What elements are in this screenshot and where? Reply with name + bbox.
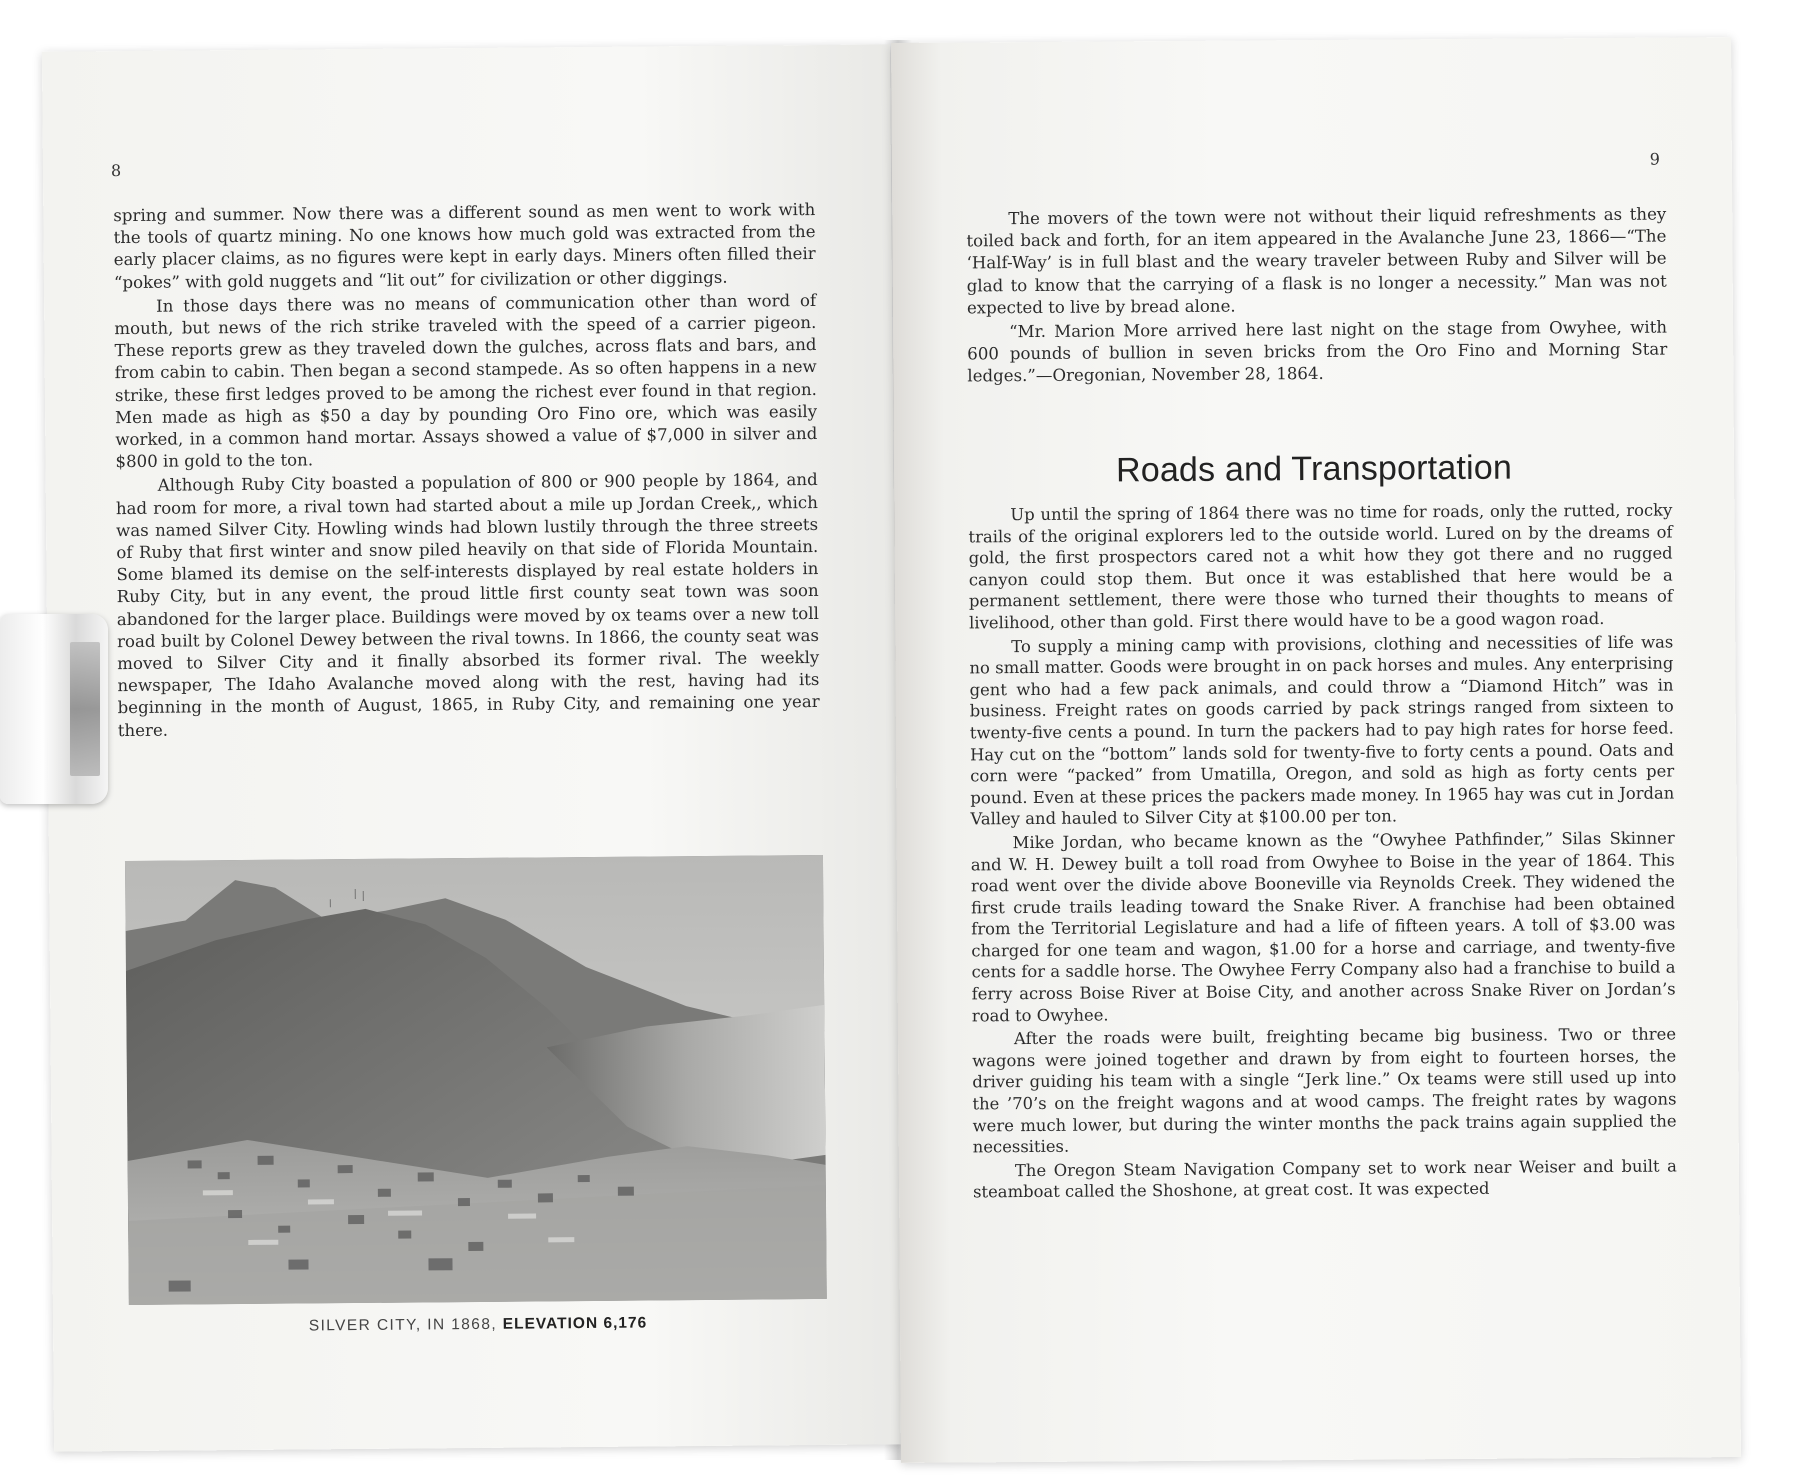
- paragraph: Mike Jordan, who became known as the “Owyhee Pathfinder,” Silas Skinner and W. H. Dewey built a toll road from Owyhee to Boise in the year of 1864. This road went over the divide above Booneville via Reynolds Creek. They widened the first crude trails leading toward the Snake River. A franchise had been obtained from the Territorial Legislature and had a life of fifteen years. A toll of $3.00 was charged for one team and wagon, $1.00 for a horse and carriage, and twenty-five cents for a saddle horse. The Owyhee Ferry Company also had a franchise to build a ferry across Boise River at Boise City, and another across Snake River on Jordan’s road to Owyhee.: [970, 828, 1676, 1026]
- right-page-section-body: [968, 500, 1677, 1206]
- caption-light-text: SILVER CITY, IN 1868,: [308, 1315, 498, 1335]
- photo-caption: [129, 1313, 827, 1337]
- page-number-left: 8: [110, 161, 122, 181]
- page-clip: [0, 614, 108, 804]
- paragraph: After the roads were built, freighting became big business. Two or three wagons were joined together and drawn by from eight to fourteen horses, the driver guiding his team with a single “Jerk line.” Ox teams were still used up into the ’70’s on the freight wagons and at wood camps. The freight rates by wagons were much lower, but during the winter months the pack trains again supplied the necessities.: [972, 1024, 1677, 1157]
- mountain-town-photo-graphic: [125, 855, 827, 1305]
- paragraph: “Mr. Marion More arrived here last night on the stage from Owyhee, with 600 pounds of bullion in seven bricks from the Oro Fino and Morning Star ledges.”—Oregonian, November 28, 1864.: [967, 317, 1668, 386]
- clip-lens: [70, 642, 100, 776]
- left-page: [42, 44, 902, 1451]
- paragraph: To supply a mining camp with provisions, clothing and necessities of life was no small matter. Goods were brought in on pack horses and mules. Any enterprising gent who had a few pack animals, and could throw a “Diamond Hitch” was in business. Freight rates on goods carried by pack strings ranged from sixteen to twenty-five cents a pound. In turn the packers had to pay high rates for horse feed. Hay cut on the “bottom” lands sold for twenty-five to forty cents a pound. Oats and corn were “packed” from Umatilla, Oregon, and sold as high as forty cents per pound. Even at these prices the packers made money. In 1965 hay was cut in Jordan Valley and hauled to Silver City at $100.00 per ton.: [969, 632, 1675, 829]
- right-page: [891, 37, 1741, 1463]
- paragraph: The movers of the town were not without their liquid refreshments as they toiled back and forth, for an item appeared in the Avalanche June 23, 1866—“The ‘Half-Way’ is in full blast and the weary traveler between Ruby and Silver will be glad to know that the carrying of a flask is no longer a necessity.” Man was not expected to live by bread alone.: [966, 204, 1667, 318]
- right-page-intro: [966, 204, 1667, 391]
- silver-city-photo: [125, 855, 827, 1305]
- paragraph: In those days there was no means of communication other than word of mouth, but news of the rich strike traveled with the speed of a carrier pigeon. These reports grew as they traveled down the gulches, across flats and bars, and from cabin to cabin. Then began a second stampede. As so often happens in a new strike, these first ledges proved to be among the richest ever found in that region. Men made as high as $50 a day by pounding Oro Fino ore, which was easily worked, in a common hand mortar. Assays showed a value of $7,000 in silver and $800 in gold to the ton.: [114, 290, 818, 472]
- page-number-right: 9: [1649, 149, 1660, 169]
- paragraph: The Oregon Steam Navigation Company set to work near Weiser and built a steamboat called the Shoshone, at great cost. It was expected: [973, 1156, 1677, 1202]
- paragraph: spring and summer. Now there was a different sound as men went to work with the tools of quartz mining. No one knows how much gold was extracted from the early placer claims, as no figures were kept in early days. Miners often filled their “pokes” with gold nuggets and “lit out” for civilization or other diggings.: [113, 199, 816, 292]
- paragraph: Although Ruby City boasted a population of 800 or 900 people by 1864, and had room for more, a rival town had started about a mile up Jordan Creek,, which was named Silver City. Howling winds had blown lustily through the three streets of Ruby that first winter and snow piled heavily on that side of Florida Mountain. Some blamed its demise on the self-interests displayed by real estate holders in Ruby City, but in any event, the proud little first county seat town was soon abandoned for the larger place. Buildings were moved by ox teams over a new toll road built by Colonel Dewey between the rival towns. In 1866, the county seat was moved to Silver City and it finally absorbed its former rival. The weekly newspaper, The Idaho Avalanche moved along with the rest, having had its beginning in the month of August, 1865, in Ruby City, and remaining one year there.: [115, 470, 820, 740]
- left-page-body: [113, 199, 820, 744]
- paragraph: Up until the spring of 1864 there was no time for roads, only the rutted, rocky trails of the original explorers led to the outside world. Lured on by the dreams of gold, the first prospectors cared not a whit how they got there and no rugged canyon could stop them. But once it was established that here would be a permanent settlement, there were those who turned their thoughts to means of livelihood, other than gold. First there would have to be a good wagon road.: [968, 500, 1674, 633]
- caption-bold-text: ELEVATION 6,176: [502, 1314, 648, 1333]
- section-title: Roads and Transportation: [1115, 448, 1513, 490]
